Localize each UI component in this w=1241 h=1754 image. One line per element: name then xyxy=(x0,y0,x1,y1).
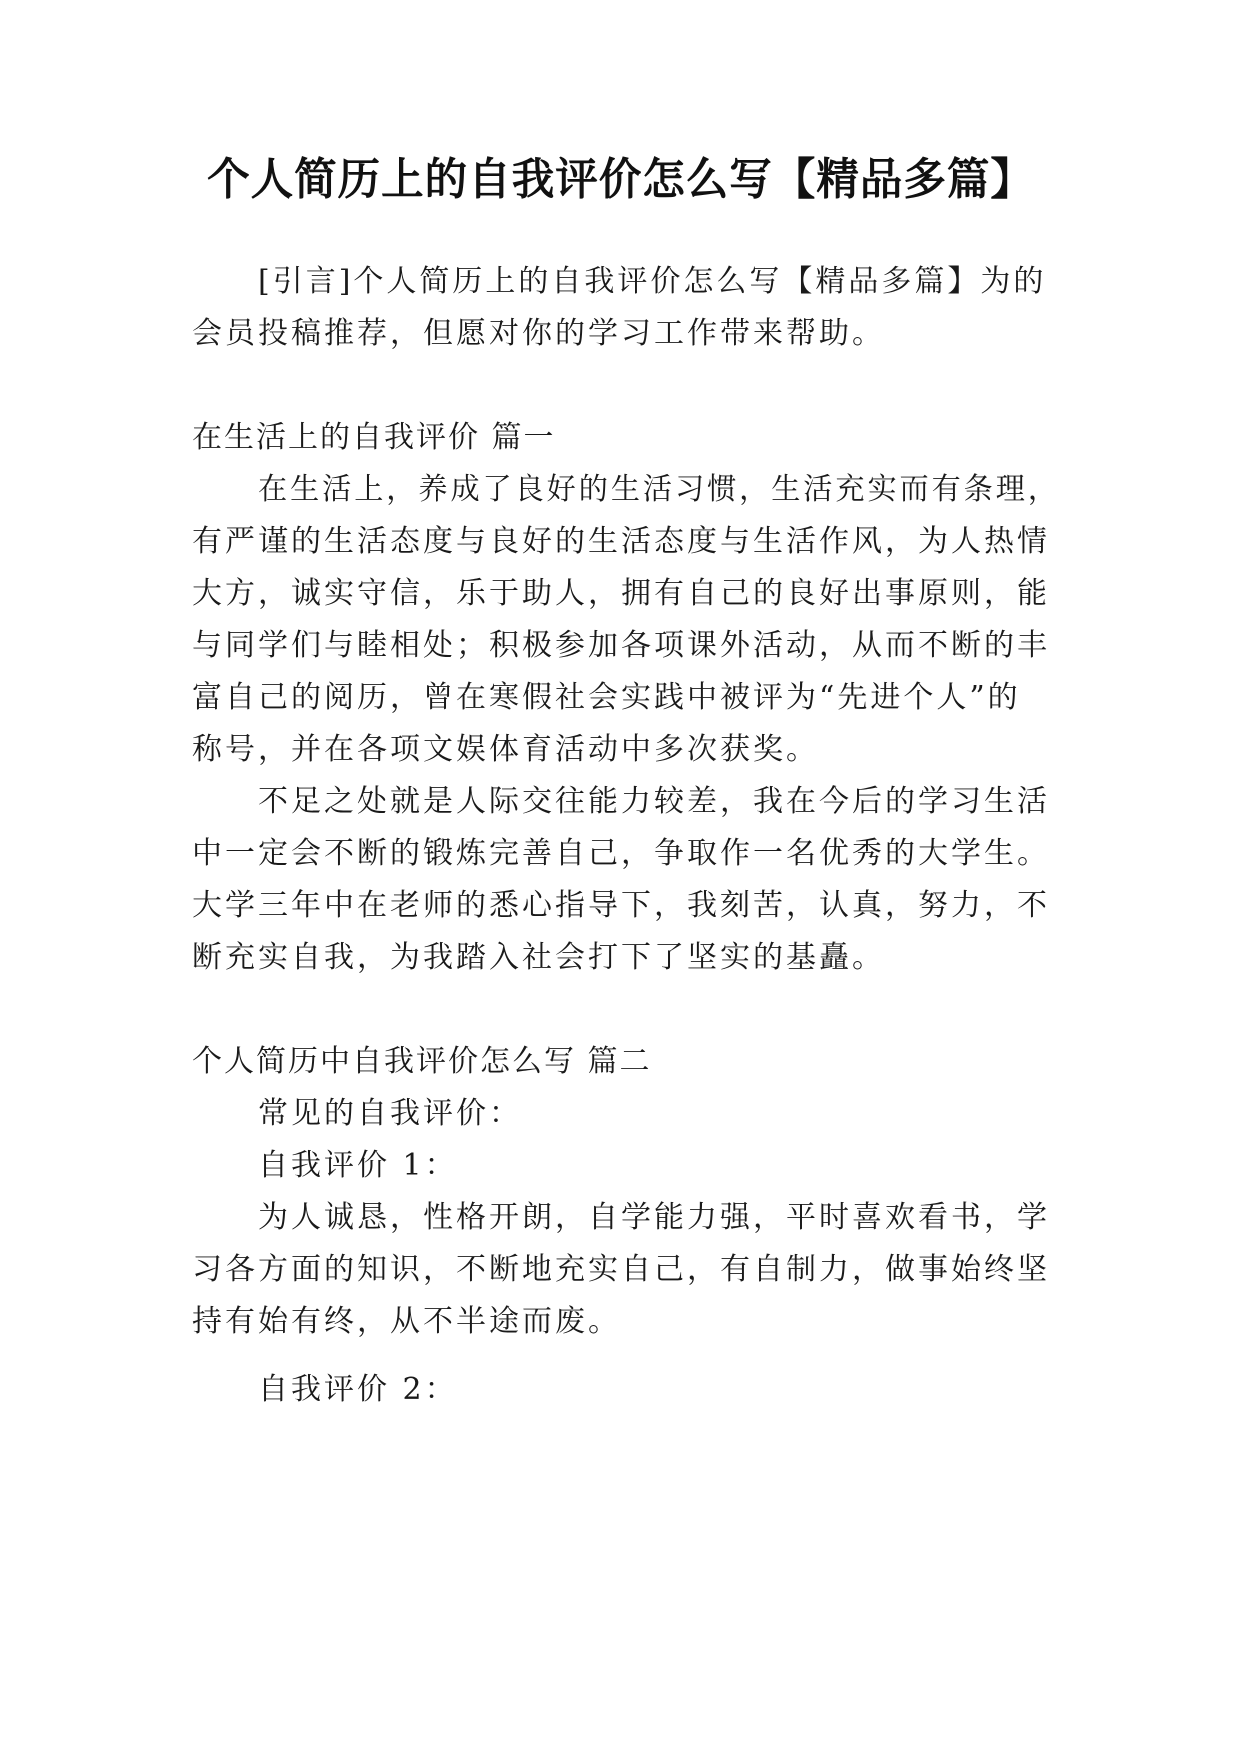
paragraph-line: 有严谨的生活态度与良好的生活态度与生活作风，为人热情 xyxy=(192,524,1050,559)
intro-line: [引言]个人简历上的自我评价怎么写【精品多篇】为的 xyxy=(258,264,1047,299)
paragraph-line: 与同学们与睦相处；积极参加各项课外活动，从而不断的丰 xyxy=(192,628,1050,663)
paragraph-line: 自我评价 2： xyxy=(258,1372,458,1407)
paragraph-line: 为人诚恳，性格开朗，自学能力强，平时喜欢看书，学 xyxy=(258,1200,1050,1235)
paragraph-line: 自我评价 1： xyxy=(258,1148,458,1183)
paragraph-line: 不足之处就是人际交往能力较差，我在今后的学习生活 xyxy=(258,784,1050,819)
paragraph-line: 中一定会不断的锻炼完善自己，争取作一名优秀的大学生。 xyxy=(192,836,1050,871)
paragraph-line: 持有始有终，从不半途而废。 xyxy=(192,1304,621,1339)
paragraph-line: 富自己的阅历，曾在寒假社会实践中被评为“先进个人”的 xyxy=(192,680,1021,715)
document-title: 个人简历上的自我评价怎么写【精品多篇】 xyxy=(207,154,1034,205)
paragraph-line: 断充实自我，为我踏入社会打下了坚实的基矗。 xyxy=(192,940,885,975)
intro-line: 会员投稿推荐，但愿对你的学习工作带来帮助。 xyxy=(192,316,885,351)
paragraph-line: 在生活上，养成了良好的生活习惯，生活充实而有条理， xyxy=(258,472,1060,507)
paragraph-line: 习各方面的知识，不断地充实自己，有自制力，做事始终坚 xyxy=(192,1252,1050,1287)
paragraph-line: 大学三年中在老师的悉心指导下，我刻苦，认真，努力，不 xyxy=(192,888,1050,923)
paragraph-line: 大方，诚实守信，乐于助人，拥有自己的良好出事原则，能 xyxy=(192,576,1050,611)
section-heading: 个人简历中自我评价怎么写 篇二 xyxy=(192,1044,652,1079)
section-heading: 在生活上的自我评价 篇一 xyxy=(192,420,556,455)
paragraph-line: 常见的自我评价： xyxy=(258,1096,522,1131)
paragraph-line: 称号，并在各项文娱体育活动中多次获奖。 xyxy=(192,732,819,767)
